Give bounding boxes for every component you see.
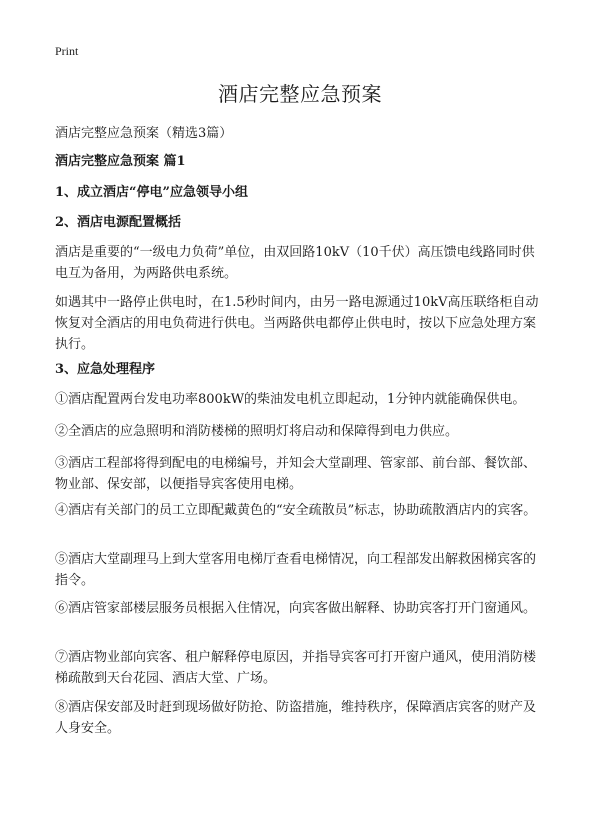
procedure-item-4: ④酒店有关部门的员工立即配戴黄色的“安全疏散员”标志，协助疏散酒店内的宾客。 [55, 503, 537, 518]
heading-2: 2、酒店电源配置概括 [55, 215, 182, 230]
print-label: Print [55, 44, 79, 58]
procedure-item-7: ⑦酒店物业部向宾客、租户解释停电原因，并指导宾客可打开窗户通风，使用消防楼梯疏散到天台花园、酒店大堂、广场。 [55, 650, 537, 686]
document-subtitle: 酒店完整应急预案（精选3篇） [55, 126, 233, 141]
heading-3: 3、应急处理程序 [55, 362, 156, 377]
procedure-item-5: ⑤酒店大堂副理马上到大堂客用电梯厅查看电梯情况，向工程部发出解救困梯宾客的指令。 [55, 552, 537, 588]
page-title: 酒店完整应急预案 [218, 82, 382, 106]
procedure-item-8: ⑧酒店保安部及时赶到现场做好防抢、防盗措施，维持秩序，保障酒店宾客的财产及人身安全。 [55, 700, 537, 736]
power-paragraph-1: 酒店是重要的“一级电力负荷”单位，由双回路10kV（10千伏）高压馈电线路同时供电互为备用，为两路供电系统。 [55, 245, 535, 281]
procedure-item-2: ②全酒店的应急照明和消防楼梯的照明灯将启动和保障得到电力供应。 [55, 424, 459, 439]
power-paragraph-2: 如遇其中一路停止供电时，在1.5秒时间内，由另一路电源通过10kV高压联络柜自动恢复对全酒店的用电负荷进行供电。当两路供电都停止供电时，按以下应急处理方案执行。 [55, 295, 539, 352]
section-heading: 酒店完整应急预案 篇1 [55, 154, 186, 169]
procedure-item-3: ③酒店工程部将得到配电的电梯编号，并知会大堂副理、管家部、前台部、餐饮部、物业部、保安部，以便指导宾客使用电梯。 [55, 456, 537, 492]
heading-1: 1、成立酒店“停电”应急领导小组 [55, 185, 249, 200]
procedure-item-6: ⑥酒店管家部楼层服务员根据入住情况，向宾客做出解释、协助宾客打开门窗通风。 [55, 601, 537, 616]
procedure-item-1: ①酒店配置两台发电功率800kW的柴油发电机立即起动，1分钟内就能确保供电。 [55, 392, 526, 407]
